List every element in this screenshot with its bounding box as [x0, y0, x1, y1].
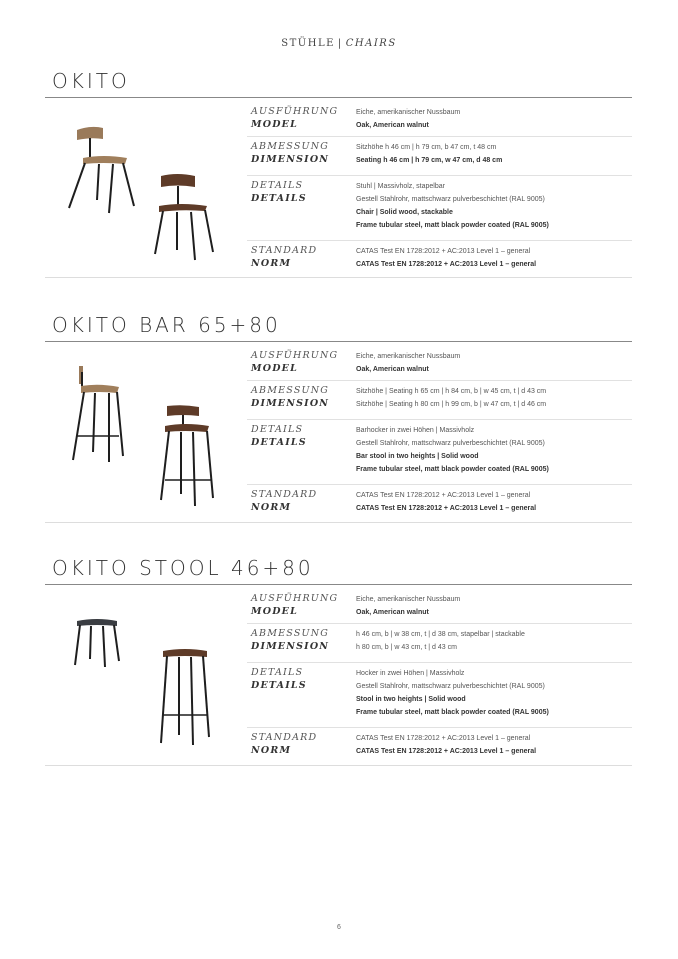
label-de: STANDARD — [251, 489, 318, 500]
section-okito-stool — [45, 555, 632, 756]
label-de: DETAILS — [251, 424, 304, 435]
spec-row-standard — [247, 241, 632, 279]
spec-line: Eiche, amerikanischer Nussbaum — [356, 596, 461, 603]
spec-line: Sitzhöhe h 46 cm | h 79 cm, b 47 cm, t 48 cm — [356, 144, 497, 151]
spec-line-bold: Stool in two heights | Solid wood — [356, 696, 466, 703]
title-divider — [45, 584, 632, 585]
bar-stool-oak-image — [69, 364, 125, 464]
stool-low-image — [73, 615, 121, 669]
spec-line: Eiche, amerikanischer Nussbaum — [356, 109, 461, 116]
spec-table — [247, 102, 632, 279]
spec-row-details — [247, 176, 632, 241]
title-divider — [45, 97, 632, 98]
label-en: DETAILS — [251, 437, 307, 448]
spec-row-dimension — [247, 624, 632, 663]
spec-line: Gestell Stahlrohr, mattschwarz pulverbeschichtet (RAL 9005) — [356, 196, 545, 203]
label-de: AUSFÜHRUNG — [251, 350, 339, 361]
section-title: OKITO BAR 65+80 — [52, 313, 281, 337]
title-divider — [45, 341, 632, 342]
label-en: DIMENSION — [251, 641, 330, 652]
spec-line: CATAS Test EN 1728:2012 + AC:2013 Level 1 – general — [356, 492, 531, 499]
stool-high-image — [157, 647, 213, 747]
spec-table — [247, 346, 632, 523]
header-de: STÜHLE — [281, 38, 335, 49]
spec-line: Barhocker in zwei Höhen | Massivholz — [356, 427, 475, 434]
label-de: ABMESSUNG — [251, 385, 330, 396]
spec-line: CATAS Test EN 1728:2012 + AC:2013 Level 1 – general — [356, 248, 531, 255]
spec-line: h 46 cm, b | w 38 cm, t | d 38 cm, stapelbar | stackable — [356, 631, 525, 638]
spec-line-bold: Frame tubular steel, matt black powder coated (RAL 9005) — [356, 466, 549, 473]
label-en: DIMENSION — [251, 398, 330, 409]
spec-row-standard — [247, 485, 632, 523]
label-en: MODEL — [251, 363, 298, 374]
spec-line: CATAS Test EN 1728:2012 + AC:2013 Level 1 – general — [356, 735, 531, 742]
page-number: 6 — [337, 924, 341, 931]
label-de: STANDARD — [251, 245, 318, 256]
section-bottom-divider — [45, 522, 632, 523]
product-images — [45, 102, 245, 278]
label-de: DETAILS — [251, 180, 304, 191]
spec-line: Stuhl | Massivholz, stapelbar — [356, 183, 445, 190]
label-en: MODEL — [251, 119, 298, 130]
spec-line-bold: CATAS Test EN 1728:2012 + AC:2013 Level 1 – general — [356, 748, 537, 755]
spec-line-bold: Oak, American walnut — [356, 366, 429, 373]
spec-line: Eiche, amerikanischer Nussbaum — [356, 353, 461, 360]
chair-walnut-image — [151, 172, 217, 262]
spec-row-model — [247, 346, 632, 381]
spec-line-bold: Frame tubular steel, matt black powder coated (RAL 9005) — [356, 709, 549, 716]
spec-line: h 80 cm, b | w 43 cm, t | d 43 cm — [356, 644, 457, 651]
header-separator: | — [337, 38, 343, 49]
label-de: ABMESSUNG — [251, 628, 330, 639]
product-images — [45, 589, 245, 765]
spec-line: Sitzhöhe | Seating h 65 cm | h 84 cm, b | w 45 cm, t | d 43 cm — [356, 388, 547, 395]
section-bottom-divider — [45, 765, 632, 766]
label-de: AUSFÜHRUNG — [251, 593, 339, 604]
label-en: NORM — [251, 502, 292, 513]
spec-line: Sitzhöhe | Seating h 80 cm | h 99 cm, b | w 47 cm, t | d 46 cm — [356, 401, 547, 408]
spec-line-bold: Seating h 46 cm | h 79 cm, w 47 cm, d 48 cm — [356, 157, 503, 164]
label-en: DETAILS — [251, 680, 307, 691]
label-en: NORM — [251, 258, 292, 269]
label-de: AUSFÜHRUNG — [251, 106, 339, 117]
section-title: OKITO — [52, 69, 130, 93]
spec-line-bold: Chair | Solid wood, stackable — [356, 209, 453, 216]
spec-row-model — [247, 589, 632, 624]
spec-line: Hocker in zwei Höhen | Massivholz — [356, 670, 465, 677]
section-okito-bar — [45, 312, 632, 513]
spec-row-dimension — [247, 381, 632, 420]
label-en: NORM — [251, 745, 292, 756]
spec-line-bold: CATAS Test EN 1728:2012 + AC:2013 Level 1 – general — [356, 261, 537, 268]
spec-line-bold: Bar stool in two heights | Solid wood — [356, 453, 479, 460]
label-en: DIMENSION — [251, 154, 330, 165]
spec-line-bold: Oak, American walnut — [356, 609, 429, 616]
spec-row-details — [247, 420, 632, 485]
section-title: OKITO STOOL 46+80 — [52, 556, 314, 580]
section-bottom-divider — [45, 277, 632, 278]
spec-line-bold: Oak, American walnut — [356, 122, 429, 129]
label-de: STANDARD — [251, 732, 318, 743]
chair-oak-image — [63, 120, 137, 216]
label-de: ABMESSUNG — [251, 141, 330, 152]
spec-table — [247, 589, 632, 766]
label-en: MODEL — [251, 606, 298, 617]
bar-stool-walnut-image — [157, 404, 215, 508]
spec-line: Gestell Stahlrohr, mattschwarz pulverbeschichtet (RAL 9005) — [356, 440, 545, 447]
section-okito — [45, 68, 632, 269]
page-header — [0, 38, 678, 49]
spec-row-details — [247, 663, 632, 728]
spec-row-model — [247, 102, 632, 137]
header-en: CHAIRS — [345, 38, 397, 49]
spec-row-dimension — [247, 137, 632, 176]
label-en: DETAILS — [251, 193, 307, 204]
spec-line-bold: CATAS Test EN 1728:2012 + AC:2013 Level 1 – general — [356, 505, 537, 512]
spec-line-bold: Frame tubular steel, matt black powder coated (RAL 9005) — [356, 222, 549, 229]
spec-line: Gestell Stahlrohr, mattschwarz pulverbeschichtet (RAL 9005) — [356, 683, 545, 690]
product-images — [45, 346, 245, 522]
spec-row-standard — [247, 728, 632, 766]
label-de: DETAILS — [251, 667, 304, 678]
